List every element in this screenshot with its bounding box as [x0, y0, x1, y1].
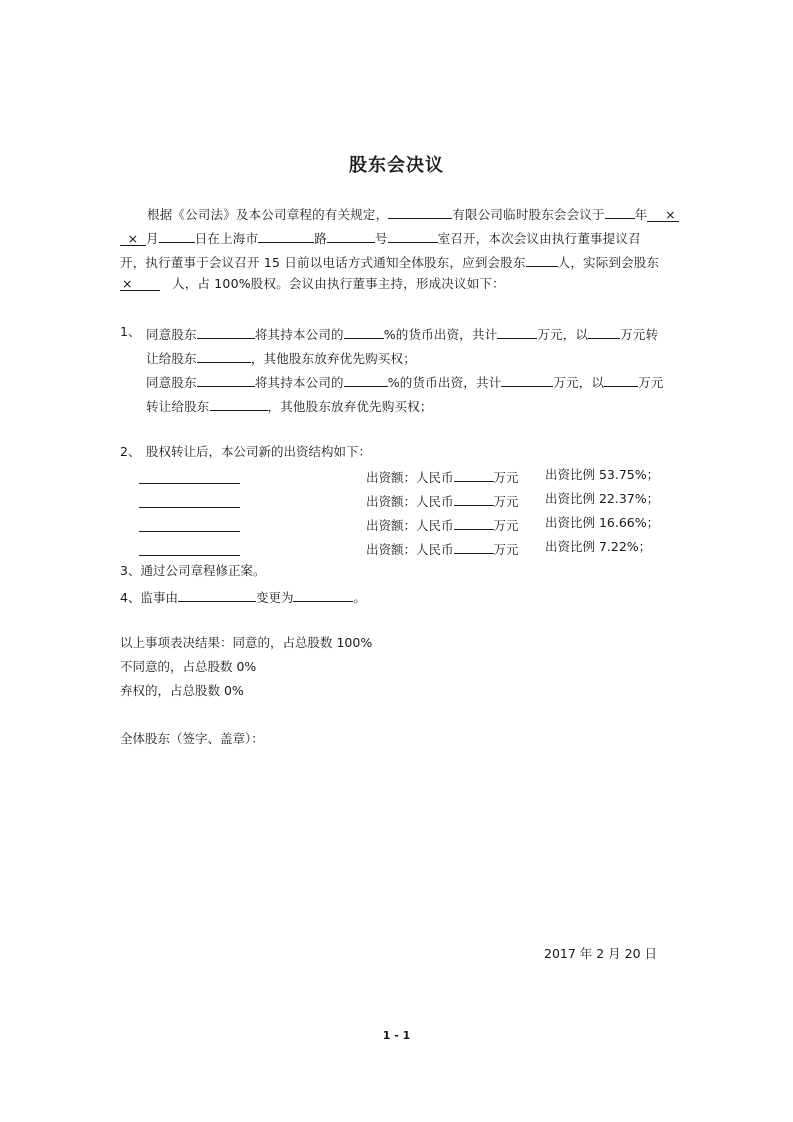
intro-text: 根据《公司法》及本公司章程的有关规定， [147, 207, 389, 222]
item-text: 万元，以 [553, 375, 605, 390]
month-blank[interactable] [647, 209, 679, 222]
item-1-line-4 [146, 398, 433, 414]
transferor-blank[interactable] [197, 374, 255, 387]
attended-count-blank[interactable] [120, 278, 160, 291]
item-2-number: 2、 [120, 444, 141, 459]
item-3-text: 3、通过公司章程修正案。 [120, 563, 266, 578]
contribution-label: 出资额：人民币 [366, 470, 454, 485]
item-text: 万元 [638, 375, 664, 390]
intro-line-1 [147, 206, 679, 222]
intro-text: 日在上海市 [194, 231, 259, 246]
item-text: 让给股东 [146, 351, 197, 366]
intro-text: 人，占 100%股权。会议由执行董事主持，形成决议如下： [172, 276, 505, 291]
vote-result-line: 弃权的，占总股数 0% [120, 683, 244, 698]
contribution-row [366, 493, 519, 509]
month-blank[interactable] [120, 233, 146, 246]
item-1-line-2 [146, 350, 416, 366]
transferee-blank[interactable] [210, 398, 268, 411]
contribution-row [366, 541, 519, 557]
item-4-line [120, 589, 366, 605]
shareholder-name-line[interactable] [139, 483, 240, 484]
contribution-amount-blank[interactable] [454, 517, 494, 530]
contribution-label: 出资额：人民币 [366, 542, 454, 557]
amount-blank[interactable] [497, 326, 537, 339]
contribution-amount-blank[interactable] [454, 469, 494, 482]
item-2-text: 股权转让后，本公司新的出资结构如下： [146, 444, 372, 459]
document-title: 股东会决议 [349, 155, 444, 176]
new-supervisor-blank[interactable] [293, 589, 353, 602]
item-text: %的货币出资，共计 [387, 375, 502, 390]
contribution-ratio: 出资比例 16.66%； [545, 515, 660, 530]
room-blank[interactable] [388, 230, 438, 243]
item-text: 将其持本公司的 [254, 375, 344, 390]
item-text: 同意股东 [146, 375, 197, 390]
item-text: ，其他股东放弃优先购买权； [250, 351, 416, 366]
item-text: 万元转 [620, 327, 659, 342]
intro-line-2 [120, 230, 641, 246]
item-1-line-3 [146, 374, 664, 390]
intro-line-4 [120, 278, 505, 291]
road-blank[interactable] [258, 230, 314, 243]
intro-text: 号 [374, 231, 388, 246]
intro-line-3 [120, 254, 659, 270]
contribution-row [366, 517, 519, 533]
number-blank[interactable] [327, 230, 375, 243]
intro-text: 开，执行董事于会议召开 15 日前以电话方式通知全体股东，应到会股东 [120, 255, 526, 270]
item-text: 。 [353, 590, 366, 605]
contribution-ratio: 出资比例 22.37%； [545, 491, 660, 506]
contribution-label: 出资额：人民币 [366, 518, 454, 533]
contribution-unit: 万元 [493, 542, 519, 557]
transferee-blank[interactable] [197, 350, 251, 363]
intro-text: 月 [146, 231, 159, 246]
item-text: 万元，以 [537, 327, 589, 342]
vote-result-line: 以上事项表决结果：同意的，占总股数 100% [120, 635, 373, 650]
day-blank[interactable] [159, 230, 195, 243]
intro-text: 室召开，本次会议由执行董事提议召 [437, 231, 641, 246]
item-text: 同意股东 [146, 327, 197, 342]
contribution-label: 出资额：人民币 [366, 494, 454, 509]
item-text: 转让给股东 [146, 399, 210, 414]
placeholder-mark: × [127, 231, 139, 246]
company-name-blank[interactable] [388, 206, 452, 219]
shareholder-name-line[interactable] [139, 507, 240, 508]
amount-blank[interactable] [501, 374, 553, 387]
vote-result-line: 不同意的，占总股数 0% [120, 659, 257, 674]
shareholder-name-line[interactable] [139, 531, 240, 532]
contribution-unit: 万元 [493, 494, 519, 509]
item-text: 变更为 [255, 590, 294, 605]
item-text: %的货币出资，共计 [383, 327, 498, 342]
intro-text: 年 [634, 207, 648, 222]
percent-blank[interactable] [344, 326, 384, 339]
price-blank[interactable] [588, 326, 620, 339]
year-blank[interactable] [605, 206, 635, 219]
page-number: 1 - 1 [382, 1029, 411, 1042]
contribution-amount-blank[interactable] [454, 493, 494, 506]
old-supervisor-blank[interactable] [178, 589, 256, 602]
contribution-unit: 万元 [493, 518, 519, 533]
placeholder-mark: × [122, 276, 133, 291]
transferor-blank[interactable] [197, 326, 255, 339]
intro-text: 人，实际到会股东 [557, 255, 660, 270]
item-text: ，其他股东放弃优先购买权； [267, 399, 433, 414]
item-text: 将其持本公司的 [254, 327, 344, 342]
contribution-unit: 万元 [493, 470, 519, 485]
item-text: 4、监事由 [120, 590, 178, 605]
shareholder-name-line[interactable] [139, 555, 240, 556]
document-date: 2017 年 2 月 20 日 [544, 946, 658, 961]
placeholder-mark: × [665, 207, 676, 222]
contribution-ratio: 出资比例 53.75%； [545, 467, 660, 482]
signature-label: 全体股东（签字、盖章）： [120, 731, 264, 746]
contribution-ratio: 出资比例 7.22%； [545, 539, 652, 554]
item-1-line-1 [146, 326, 658, 342]
expected-count-blank[interactable] [526, 254, 558, 267]
item-1-number: 1、 [120, 324, 141, 339]
percent-blank[interactable] [344, 374, 388, 387]
price-blank[interactable] [604, 374, 638, 387]
intro-text: 有限公司临时股东会会议于 [452, 207, 605, 222]
intro-text: 路 [314, 231, 327, 246]
contribution-row [366, 469, 519, 485]
contribution-amount-blank[interactable] [454, 541, 494, 554]
